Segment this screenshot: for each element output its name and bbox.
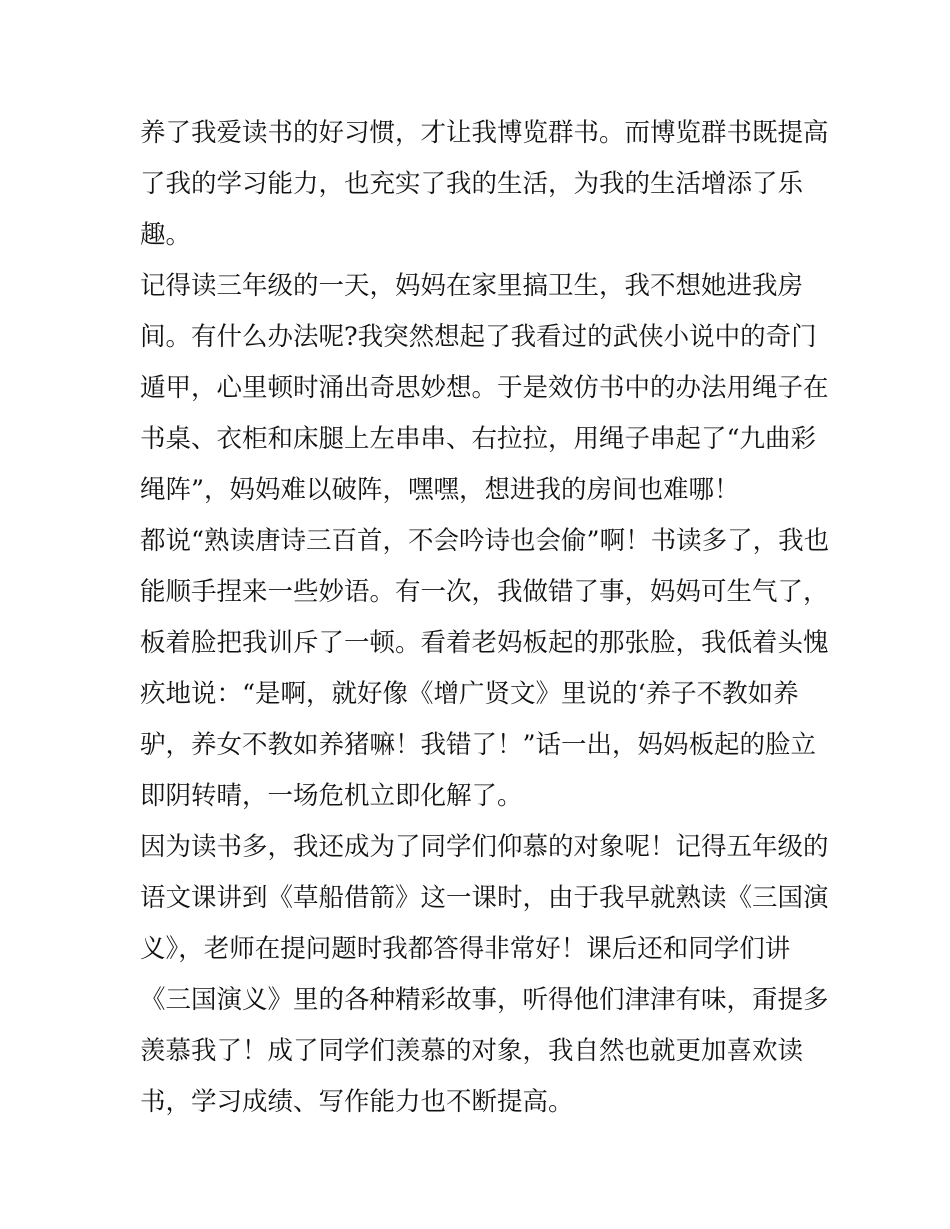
- text-line: 驴，养女不教如养猪嘛！我错了！”话一出，妈妈板起的脸立: [140, 730, 817, 760]
- text-line: 遁甲，心里顿时涌出奇思妙想。于是效仿书中的办法用绳子在: [140, 373, 829, 403]
- text-line: 语文课讲到《草船借箭》这一课时，由于我早就熟读《三国演: [140, 883, 829, 913]
- text-line: 羡慕我了！成了同学们羡慕的对象，我自然也就更加喜欢读: [140, 1036, 804, 1066]
- text-line: 书，学习成绩、写作能力也不断提高。: [140, 1087, 574, 1117]
- text-line: 趣。: [140, 220, 192, 250]
- paragraph: [140, 108, 830, 261]
- paragraph: [140, 516, 830, 822]
- text-line: 义》，老师在提问题时我都答得非常好！课后还和同学们讲: [140, 934, 791, 964]
- text-line: 书桌、衣柜和床腿上左串串、右拉拉，用绳子串起了“九曲彩: [140, 424, 817, 454]
- text-line: 即阴转晴，一场危机立即化解了。: [140, 781, 523, 811]
- text-line: 了我的学习能力，也充实了我的生活，为我的生活增添了乐: [140, 169, 804, 199]
- paragraph: [140, 822, 830, 1128]
- text-line: 因为读书多，我还成为了同学们仰慕的对象呢！记得五年级的: [140, 832, 829, 862]
- text-line: 能顺手捏来一些妙语。有一次，我做错了事，妈妈可生气了，: [140, 577, 829, 607]
- text-line: 绳阵”，妈妈难以破阵，嘿嘿，想进我的房间也难哪！: [140, 475, 740, 505]
- essay-body: [140, 108, 830, 1128]
- text-line: 《三国演义》里的各种精彩故事，听得他们津津有味，甭提多: [140, 985, 829, 1015]
- paragraph: [140, 261, 830, 516]
- text-line: 板着脸把我训斥了一顿。看着老妈板起的那张脸，我低着头愧: [140, 628, 829, 658]
- text-line: 间。有什么办法呢?我突然想起了我看过的武侠小说中的奇门: [140, 322, 817, 352]
- text-line: 记得读三年级的一天，妈妈在家里搞卫生，我不想她进我房: [140, 271, 804, 301]
- text-line: 养了我爱读书的好习惯，才让我博览群书。而博览群书既提高: [140, 118, 829, 148]
- text-line: 疚地说：“是啊，就好像《增广贤文》里说的‘养子不教如养: [140, 679, 799, 709]
- text-line: 都说“熟读唐诗三百首，不会吟诗也会偷”啊！书读多了，我也: [140, 526, 830, 556]
